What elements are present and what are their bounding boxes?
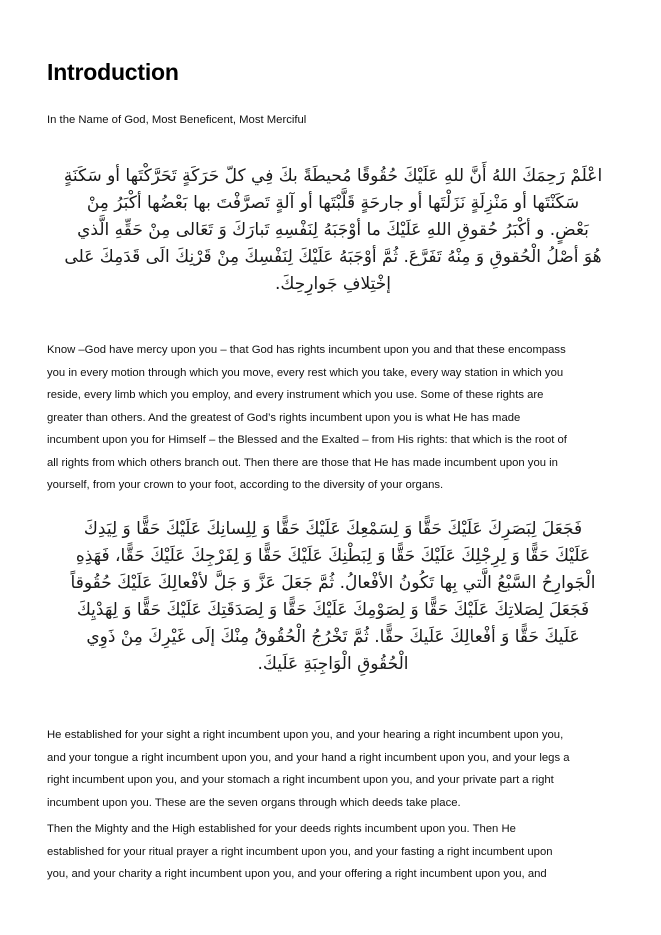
paragraph-line: He established for your sight a right incumbent upon you, and your hearing a right incumbent upon you,: [47, 729, 564, 741]
translation-paragraph-2: [47, 724, 619, 814]
arabic-line: اعْلَمْ رَحِمَكَ اللهُ أَنَّ للهِ عَلَيْكَ حُقُوقًا مُحيطَةً بكَ فِي كلّ حَرَكَةٍ تَحَرَّكْتَها أو سَكَنَةٍ: [63, 166, 603, 186]
translation-paragraph-1: [47, 339, 619, 497]
paragraph-line: you in every motion through which you move, every rest which you take, every way station in which you: [47, 366, 564, 379]
arabic-line: فَجَعَلَ لِصَلاتِكَ عَلَيْكَ حَقًّا وَ لِصَوْمِكَ عَلَيْكَ حَقًّا وَ لِصَدَقَتِكَ عَلَيْكَ حَقًّا وَ لِهَدْيِكَ: [76, 600, 590, 620]
arabic-line: هُوَ أصْلُ الْحُقوقِ وَ مِنْهُ تَفَرَّعَ. ثُمَّ أوْجَبَهُ عَلَيْكَ لِنَفْسِكَ مِنْ قَرْنِكَ الَى قَدَمِكَ عَلى: [64, 247, 602, 267]
paragraph-line: yourself, from your crown to your foot, according to the diversity of your organs.: [47, 479, 444, 491]
paragraph-line: incumbent upon you for Himself – the Blessed and the Exalted – from His rights: that which is the root of: [47, 434, 567, 446]
arabic-line: سَكَنْتَها أو مَنْزِلَةٍ نَزَلْتَها أو جارحَةٍ قَلَّبْتَها أو آلةٍ تَصرَّفْتَ بها بَعْضُها أكْبَرُ مِنْ: [86, 193, 580, 213]
paragraph-line: right incumbent upon you, and your stomach a right incumbent upon you, and your private part a right: [47, 774, 554, 786]
page-title: Introduction: [47, 59, 179, 85]
arabic-passage-1: [53, 163, 613, 298]
paragraph-line: Know –God have mercy upon you – that God has rights incumbent upon you and that these encompass: [47, 344, 566, 356]
paragraph-line: and your tongue a right incumbent upon you, and your hand a right incumbent upon you, and your legs a: [47, 751, 570, 764]
paragraph-line: reside, every limb which you employ, and every instrument which you use. Some of these rights are: [47, 389, 544, 401]
invocation-subtitle: In the Name of God, Most Beneficent, Most Merciful: [47, 114, 307, 126]
arabic-line: إخْتِلافِ جَوارِحِكَ.: [275, 274, 391, 294]
arabic-passage-2: [53, 516, 613, 678]
paragraph-line: all rights from which others branch out. Then there are those that He has made incumbent upon you in: [47, 456, 558, 469]
paragraph-line: Then the Mighty and the High established for your deeds rights incumbent upon you. Then He: [47, 823, 516, 835]
arabic-line: الْحُقُوقِ الْوَاجِبَةِ عَلَيكَ.: [257, 654, 409, 674]
arabic-line: بَعْضٍ. و أكْبَرُ حُقوقِ اللهِ عَلَيْكَ ما أوْجَبَهُ لِنَفْسِهِ تَبارَكَ وَ تَعَالى مِنْ حَقِّهِ الَّذي: [77, 220, 589, 240]
arabic-line: فَجَعَلَ لِبَصَرِكَ عَلَيْكَ حَقًّا وَ لِسَمْعِكَ عَلَيْكَ حَقًّا وَ لِلِسانِكَ عَلَيْكَ حَقًّا وَ لِيَدِكَ: [83, 519, 583, 539]
arabic-line: عَلَيْكَ حَقًّا وَ لِرِجْلِكَ عَلَيْكَ حَقًّا وَ لِبَطْنِكَ عَلَيْكَ حَقًّا وَ لِفَرْجِكَ عَلَيْكَ حَقًّا، فَهَذِهِ: [75, 546, 591, 566]
paragraph-line: established for your ritual prayer a right incumbent upon you, and your fasting a right incumbent upon: [47, 845, 553, 858]
paragraph-line: incumbent upon you. These are the seven organs through which deeds take place.: [47, 796, 461, 809]
paragraph-line: you, and your charity a right incumbent upon you, and your offering a right incumbent upon you, and: [47, 868, 547, 880]
arabic-line: عَلَيكَ حَقًّا وَ أفْعالِكَ عَلَيكَ حقًّا. ثُمَّ تَخْرُجُ الْحُقُوقُ مِنْكَ إلَى غَيْرِكَ مِنْ ذَوِي: [86, 627, 580, 647]
arabic-line: الْجَوارِحُ السَّبْعُ الَّتي بِها تَكُونُ الأفْعالُ. ثُمَّ جَعَلَ عَزَّ وَ جَلَّ لأفْعالِكَ عَلَيْكَ حُقُوقاً: [70, 573, 596, 593]
translation-paragraph-3: [47, 818, 619, 886]
paragraph-line: greater than others. And the greatest of God’s rights incumbent upon you is what He has made: [47, 411, 521, 424]
